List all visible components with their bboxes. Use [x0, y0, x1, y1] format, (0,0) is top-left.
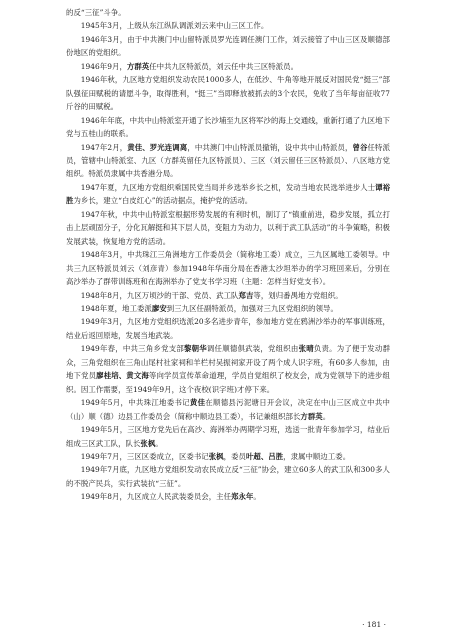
paragraph — [66, 423, 390, 450]
text-run: 为乡长，建立“白皮红心”的活动据点，掩护党的活动。 — [73, 196, 253, 206]
paragraph — [66, 33, 390, 60]
bold-name-run: 叶超、吕胜 — [245, 451, 284, 461]
paragraph — [66, 208, 390, 248]
paragraph — [66, 6, 390, 19]
paragraph — [66, 490, 390, 503]
text-run: 1946年9月， — [80, 61, 127, 71]
text-run: 。 — [155, 438, 163, 448]
paragraph — [66, 315, 390, 342]
text-run: 负责。为了便于发动群众，三角党组织在三角山尾村社家祠和羊栏村吴振祠家开设了两个成人识字班，有60多人参加，由地下党员 — [66, 344, 391, 381]
paragraph — [66, 463, 390, 490]
text-run: 1947年秋，中共中山特派室根据形势发展的有利时机，制订了“镇重前进，稳步发展，孤立打击上层顽固分子，分化瓦解挺和其下层人员，变阻力为动力，以利于武工队活动”的斗争策略，积极发展武装，恢复地方党的活动。 — [66, 209, 390, 246]
paragraph — [66, 342, 390, 396]
text-run: 任特派员，管辖中山特派室、九区（方群英留任九区特派员）、三区（刘云留任三区特派员）、八区地方党组织。特派员隶属中共香港分局。 — [66, 142, 391, 179]
bold-name-run: 张晴 — [298, 344, 314, 354]
text-run: 1949年春，中共三角乡党支部 — [80, 344, 184, 354]
text-run: 1949年7月，三区区委成立，区委书记 — [80, 451, 209, 461]
text-run: 到三九区任副特派员，加强对三九区党组织的领导。 — [166, 303, 338, 313]
bold-name-run: 郑永年 — [231, 492, 254, 502]
text-run: ，中共澳门中山特派员撤销，设中共中山特派员， — [187, 142, 353, 152]
text-run: 1949年5月，中共珠江地委书记 — [80, 398, 190, 408]
bold-name-run: 黄佳 — [189, 398, 206, 408]
paragraph — [66, 141, 390, 181]
paragraph — [66, 396, 390, 423]
bold-name-run: 郑吉 — [238, 290, 254, 300]
bold-name-run: 方群英 — [300, 411, 323, 421]
text-run: ，委员 — [223, 451, 246, 461]
text-run: 等向学员宣传革命道理，学员自觉组织了校友会，成为党领导下的进步组织。因工作需要，至1949年9月，这个夜校(识字班)才停下来。 — [66, 371, 391, 394]
paragraph — [66, 60, 390, 73]
text-run: 1948年夏，地工委派 — [80, 303, 152, 313]
page-number: · 181 · — [362, 620, 386, 629]
text-run: 1945年3月，上级从东江纵队调派刘云来中山三区工作。 — [80, 21, 269, 31]
text-run: 在顺德县污泥塘日开会议，决定在中山三区成立中共中（山）顺（德）边县工作委员会（简称中顺边县工委），书记兼组织部长 — [66, 398, 391, 421]
text-run: 等，划归番禺地方党组织。 — [253, 290, 343, 300]
paragraph — [66, 248, 390, 288]
text-run: 1946年3月，由于中共澳门中山留特派员罗光连调任澳门工作，刘云接管了中山三区及顺德部份地区的党组织。 — [66, 34, 390, 58]
bold-name-run: 黎朝华 — [184, 344, 207, 354]
text-run: 1948年8月，九区万顷沙的干部、党员、武工队 — [80, 290, 239, 300]
paragraph — [66, 450, 390, 463]
bold-name-run: 张枫 — [208, 451, 224, 461]
text-run: 。 — [253, 492, 261, 502]
bold-name-run: 张枫 — [140, 438, 156, 448]
text-run: 1947年夏，九区地方党组织乘国民党当局并乡选举乡长之机，发动当地农民选举进步人士 — [80, 182, 376, 192]
bold-name-run: 方群英 — [126, 61, 150, 71]
text-run: 1949年8月，九区成立人民武装委员会，主任 — [80, 492, 232, 502]
bold-name-run: 廖安 — [151, 303, 167, 313]
paragraph — [66, 73, 390, 113]
text-run: 调任顺德俱武装，党组织由 — [206, 344, 299, 354]
text-run: ，隶属中顺边工委。 — [283, 451, 351, 461]
text-run: 1946年秋，九区地方党组织发动农民1000多人，在低沙、牛角等地开展反对国民党“挺三”部队强征田赋税的请愿斗争，取得胜利，“挺三”当即释放被抓去的3个农民，免收了当年每亩征收77斤谷的田赋税。 — [66, 75, 390, 112]
bold-name-run: 谭裕胜 — [66, 182, 391, 206]
paragraph — [66, 19, 390, 32]
bold-name-run: 曾谷 — [352, 142, 368, 152]
paragraph — [66, 181, 390, 208]
text-run: 1949年3月，九区地方党组织选派20多名进步青年，参加地方党在鸦洲沙举办的军事训练班，结业后返回原地，发展当地武装。 — [66, 317, 390, 340]
bold-name-run: 黄佳、罗光连调离 — [127, 142, 188, 152]
paragraph — [66, 114, 390, 141]
text-run: 1949年5月，三区地方党先后在高沙、海洲举办两期学习班，选送一批青年参加学习，结业后组成三区武工队，队长 — [66, 425, 390, 448]
text-run: 。 — [322, 411, 331, 421]
bold-name-run: 廖桂培、黄文海 — [96, 371, 149, 381]
body-text — [66, 6, 390, 504]
paragraph — [66, 289, 390, 302]
text-run: 任中共九区特派员，刘云任中共三区特派员。 — [149, 61, 299, 71]
text-run: 的反“三征”斗争。 — [66, 8, 126, 17]
paragraph — [66, 302, 390, 315]
text-run: 1949年7月底，九区地方党组织发动农民成立反“三征”协会，建立60多人的武工队和300多人的不脱产民兵，实行武装抗“三征”。 — [66, 465, 390, 488]
text-run: 1947年2月， — [80, 142, 128, 152]
text-run: 1948年3月，中共珠江三角洲地方工作委员会（简称地工委）成立，三九区属地工委领导。中共三九区特派员刘云（刘彦青）参加1948年华南分局在香港太沙坦举办的学习班回来后，分别在高沙举办了群带训练班和在海洲举办了党支书学习班（主题：怎样当好党支书）。 — [66, 250, 390, 287]
text-run: 1946年年底，中共中山特派室开通了长沙埔至九区将军沙的海上交通线，重新打通了九区地下党与五桂山的联系。 — [66, 115, 390, 139]
